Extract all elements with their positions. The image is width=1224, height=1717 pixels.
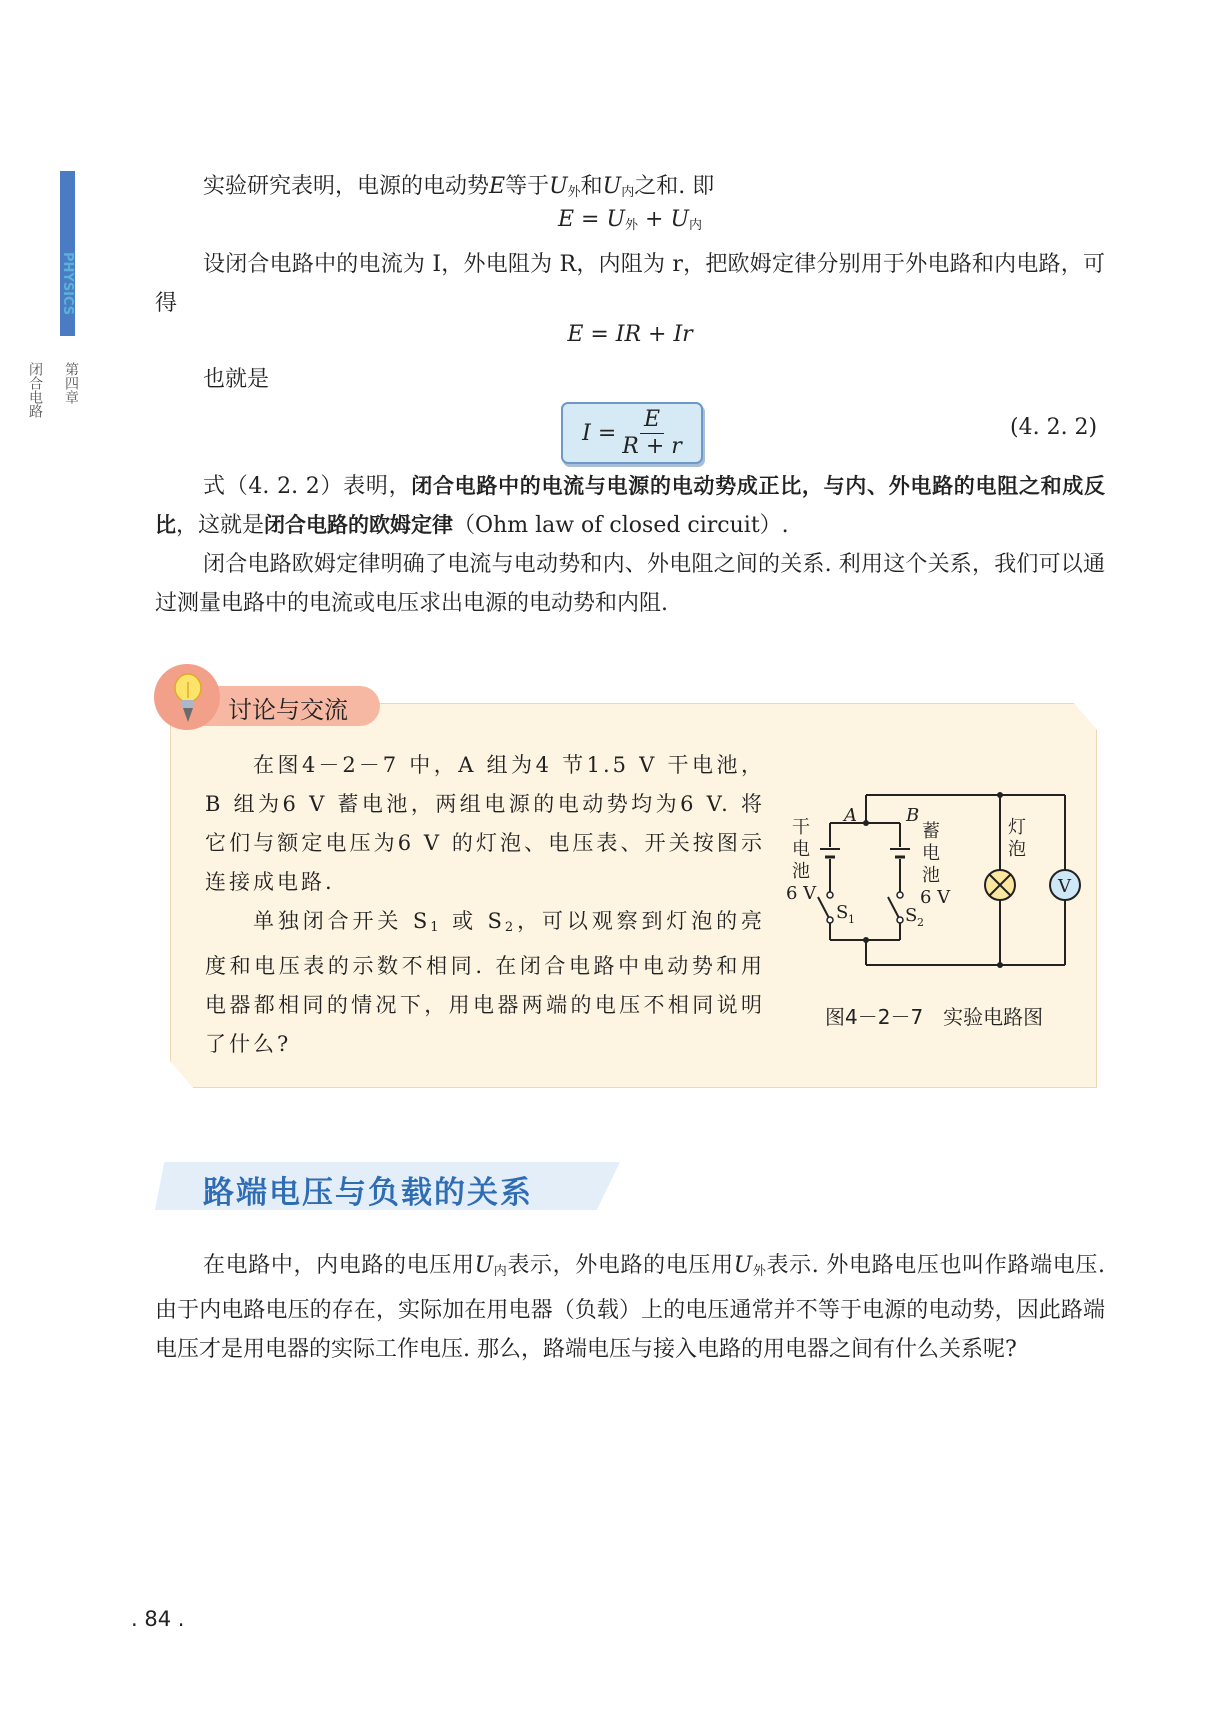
figure-caption: 图4－2－7 实验电路图: [825, 1005, 1044, 1029]
denominator: R + r: [622, 433, 682, 459]
subscript: 外: [567, 185, 581, 200]
sidebar-subject: PHYSICS: [60, 252, 75, 316]
subscript: 2: [504, 920, 517, 935]
label-lamp-2: 泡: [1008, 839, 1026, 860]
equation-number: (4. 2. 2): [1010, 415, 1098, 440]
label-dry-1: 干: [792, 817, 810, 838]
text: 之和. 即: [634, 174, 715, 199]
page-number: . 84 .: [131, 1607, 185, 1631]
text: 表示，外电路的电压用: [507, 1253, 734, 1278]
boxed-equation: [561, 402, 703, 464]
eq-left: I =: [582, 420, 617, 446]
subscript: 内: [493, 1264, 508, 1279]
symbol-U: U: [602, 174, 622, 199]
text: （Ohm law of closed circuit）.: [453, 513, 789, 538]
eq-part: + U: [638, 207, 689, 232]
section-title: 路端电压与负载的关系: [203, 1175, 533, 1211]
text: 等于: [505, 174, 550, 199]
text: ，这就是: [176, 513, 265, 538]
text: 式（4. 2. 2）表明，: [203, 474, 412, 499]
paragraph-relation: 闭合电路欧姆定律明确了电流与电动势和内、外电阻之间的关系. 利用这个关系，我们可以通过测量电路中的电流或电压求出电源的电动势和内阻.: [155, 552, 1105, 616]
label-lamp-1: 灯: [1008, 817, 1026, 838]
label-s1: S: [836, 902, 849, 923]
discussion-paragraph-1: 在图4－2－7 中，A 组为4 节1.5 V 干电池，B 组为6 V 蓄电池，两组电源的电动势均为6 V. 将它们与额定电压为6 V 的灯泡、电压表、开关按图示连接成电路.: [205, 753, 765, 894]
paragraph-ohm-setup: 设闭合电路中的电流为 I，外电阻为 R，内阻为 r，把欧姆定律分别用于外电路和内电路，可得: [155, 252, 1105, 316]
symbol-U: U: [733, 1253, 753, 1278]
subscript: 外: [625, 218, 639, 233]
equation-1: [155, 207, 1105, 233]
voltmeter-label: V: [1058, 876, 1071, 897]
symbol-E: E: [489, 174, 506, 199]
label-storage-4: 6 V: [920, 887, 951, 908]
label-dry-2: 电: [792, 839, 810, 860]
discussion-paragraph-2: [205, 902, 765, 1064]
bold-term: 闭合电路的欧姆定律: [264, 513, 454, 537]
label-storage-2: 电: [922, 843, 940, 864]
text: 在电路中，内电路的电压用: [203, 1253, 475, 1278]
text: 或 S: [441, 909, 505, 933]
label-s2-sub: 2: [917, 916, 924, 929]
eq-part: E = U: [557, 207, 626, 232]
bold-text: 闭合电路中的电流与电源的电动势成正比，与内、外电路的电阻之和成反比: [155, 474, 1106, 537]
label-s2: S: [905, 905, 918, 926]
text: 和: [580, 174, 603, 199]
subscript: 内: [621, 185, 635, 200]
label-dry-4: 6 V: [786, 883, 817, 904]
subscript: 1: [430, 920, 442, 935]
label-s1-sub: 1: [848, 913, 855, 926]
subscript: 外: [752, 1264, 767, 1279]
text: 表示. 外电路电压也叫作路端电压. 由于内电路电压的存在，实际加在用电器（负载）上的电压通常并不等于电源的电动势，因此路端电压才是用电器的实际工作电压. 那么，路端电压与接入电路的用电器之间有什么关系呢?: [155, 1253, 1105, 1362]
lightbulb-pencil-icon: [168, 670, 208, 726]
text: ，可以观察到灯泡的亮度和电压表的示数不相同. 在闭合电路中电动势和用电器都相同的情况下，用电器两端的电压不相同说明了什么?: [205, 909, 765, 1056]
label-storage-1: 蓄: [922, 821, 940, 842]
label-dry-3: 池: [792, 861, 810, 882]
symbol-U: U: [474, 1253, 494, 1278]
symbol-U: U: [549, 174, 568, 199]
discussion-title: 讨论与交流: [228, 696, 348, 724]
numerator: E: [640, 407, 664, 434]
paragraph-terminal-voltage: [155, 1246, 1105, 1369]
sidebar-chapter-number: 第四章: [63, 362, 79, 404]
text: 实验研究表明，电源的电动势: [203, 174, 490, 199]
label-B: B: [906, 805, 920, 826]
fraction: [622, 407, 682, 460]
label-storage-3: 池: [922, 865, 940, 886]
paragraph-emf: [155, 167, 1105, 212]
label-A: A: [844, 805, 857, 826]
subscript: 内: [689, 218, 703, 233]
equation-2: E = IR + Ir: [567, 322, 693, 347]
text: 单独闭合开关 S: [253, 909, 431, 933]
circuit-diagram: [780, 775, 1090, 975]
paragraph-ohm-law: [155, 467, 1105, 545]
sidebar-chapter-title: 闭合电路: [27, 362, 43, 418]
paragraph-that-is: 也就是: [203, 367, 270, 392]
sidebar-chapter: [27, 362, 80, 418]
